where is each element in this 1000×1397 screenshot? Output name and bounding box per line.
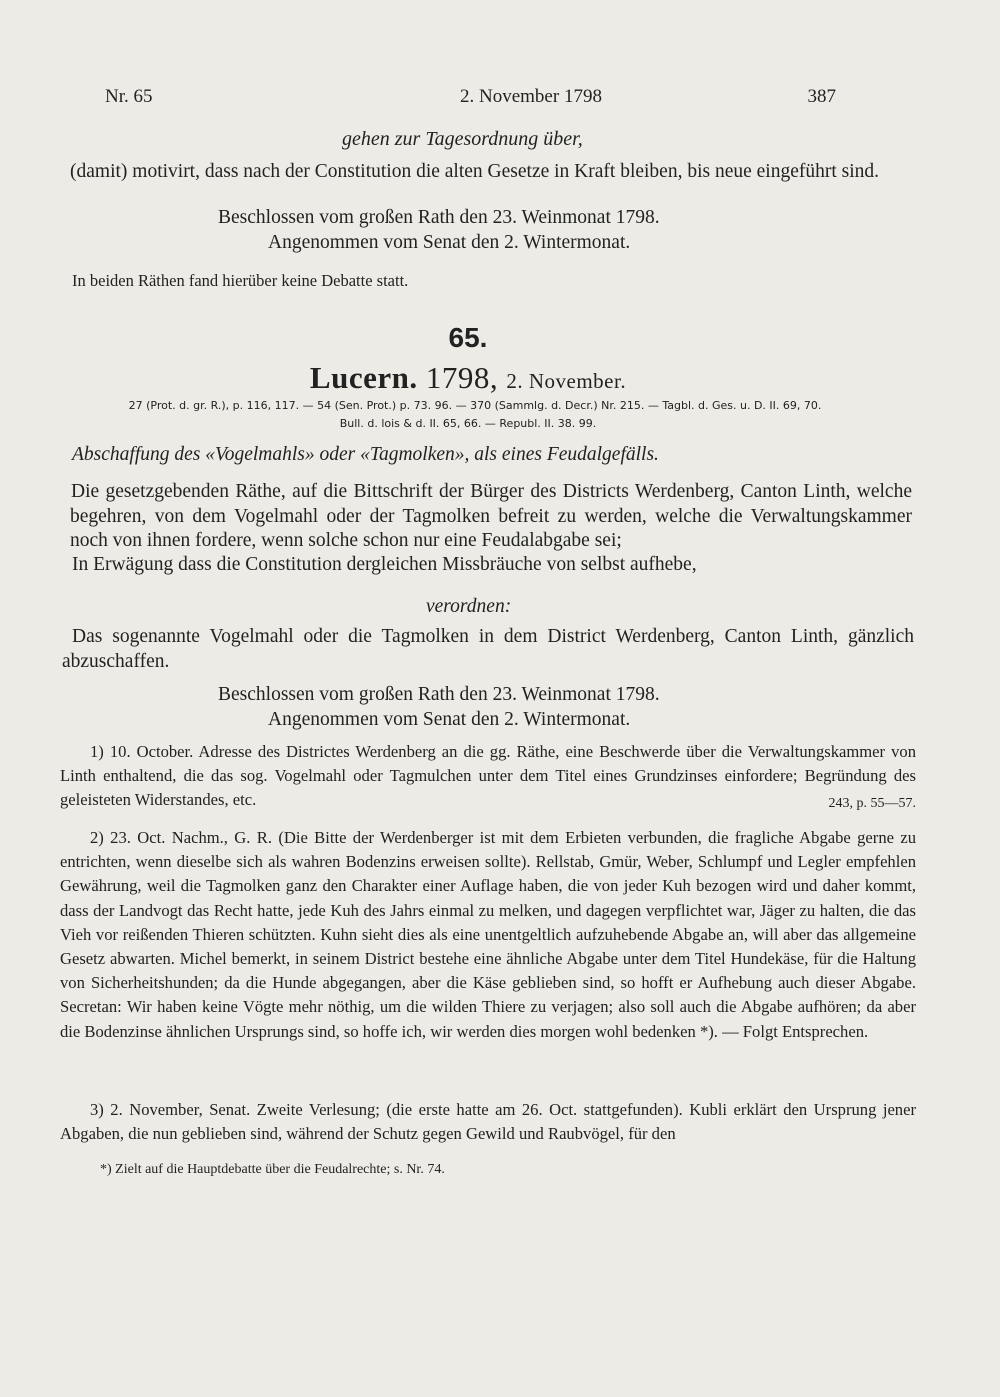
decided-line-top: Beschlossen vom großen Rath den 23. Weinmonat 1798. (218, 207, 660, 228)
note-2 (60, 826, 916, 1044)
section-subject: Abschaffung des «Vogelmahls» oder «Tagmolken», als eines Feudalgefälls. (72, 444, 659, 465)
section-title (0, 360, 936, 396)
no-debate-note: In beiden Räthen fand hierüber keine Debatte statt. (72, 271, 409, 290)
note-3-text: 3) 2. November, Senat. Zweite Verlesung; (die erste hatte am 26. Oct. stattgefunden). Kubli erklärt den Ursprung jener Abgaben, die nun geblieben sind, während der Schutz gegen Gewild und Raubvögel, für den (60, 1100, 916, 1144)
section-number: 65. (448, 322, 488, 353)
title-year: 1798, (425, 360, 499, 395)
page-header (70, 86, 920, 116)
title-place: Lucern. (309, 360, 418, 395)
accepted-line: Angenommen vom Senat den 2. Wintermonat. (268, 709, 631, 730)
decided-line: Beschlossen vom großen Rath den 23. Weinmonat 1798. (218, 684, 660, 705)
note-3 (60, 1098, 916, 1146)
accepted-line-top: Angenommen vom Senat den 2. Wintermonat. (268, 232, 631, 253)
header-number: Nr. 65 (105, 86, 153, 107)
references-line-2: Bull. d. lois & d. II. 65, 66. — Republ. II. 38. 99. (339, 417, 597, 430)
footnote: *) Zielt auf die Hauptdebatte über die Feudalrechte; s. Nr. 74. (100, 1162, 445, 1177)
note-1-ref: 243, p. 55—57. (828, 796, 916, 812)
note-1-text: 1) 10. October. Adresse des Districtes Werdenberg an die gg. Räthe, eine Beschwerde über die Verwaltungskammer von Linth enthaltend, die das sog. Vogelmahl oder Tagmulchen unter dem Titel eines Grundzinses einfordere; Begründung des geleisteten Widerstandes, etc. (60, 742, 916, 810)
page-number: 387 (807, 86, 836, 107)
note-2-text: 2) 23. Oct. Nachm., G. R. (Die Bitte der Werdenberger ist mit dem Erbieten verbunden, die fragliche Abgabe gerne zu entrichten, wenn dieselbe sich als wahren Bodenzins erweisen sollte). Rellstab, Gmür, Weber, Schlumpf und Legler empfehlen Gewährung, weil die Tagmolken ganz den Charakter einer Auflage haben, die von jeder Kuh bezogen wird und daher kommt, dass der Landvogt das Recht hatte, jede Kuh des Jahrs einmal zu melken, und dagegen verpflichtet war, Jäger zu halten, die das Vieh vor reißenden Thieren schützten. Kuhn sieht dies als eine unentgeltlich aufzuhebende Abgabe an, will aber das allgemeine Gesetz abwarten. Michel bemerkt, in seinem District bestehe eine ähnliche Abgabe unter dem Titel Hundekäse, für die Haltung von Sicherheitshunden; da die Hunde abgegangen, aber die Käse geblieben sind, so hofft er Aufhebung auch dieser Abgabe. Secretan: Wir haben keine Vögte mehr nöthig, um die wilden Thiere zu verjagen; also soll auch die Abgabe aufhören; da aber die Bodenzinse ähnlichen Ursprungs sind, so hoffe ich, wir werden dies morgen wohl bedenken *). — Folgt Entsprechen. (60, 828, 916, 1041)
body-paragraph-1: Die gesetzgebenden Räthe, auf die Bittschrift der Bürger des Districts Werdenberg, Canton Linth, welche begehren, von dem Vogelmahl oder der Tagmolken befreit zu werden, welche die Verwaltungskammer noch von ihnen fordere, wenn solche schon nur eine Feudalabgabe sei; (70, 481, 912, 552)
motivation-paragraph: (damit) motivirt, dass nach der Constitution die alten Gesetze in Kraft bleiben, bis neue eingeführt sind. (70, 161, 880, 182)
header-date: 2. November 1798 (460, 86, 602, 107)
verordnen-line: verordnen: (426, 596, 512, 617)
heading-line: gehen zur Tagesordnung über, (342, 128, 583, 150)
note-1 (60, 740, 916, 817)
references-line-1: 27 (Prot. d. gr. R.), p. 116, 117. — 54 (Sen. Prot.) p. 73. 96. — 370 (Sammlg. d. Decr.) Nr. 215. — Tagbl. d. Ges. u. D. II. 69, 70. (128, 399, 822, 412)
body-paragraph-2: In Erwägung dass die Constitution dergleichen Missbräuche von selbst aufhebe, (72, 554, 697, 575)
body-paragraph-3: Das sogenannte Vogelmahl oder die Tagmolken in dem District Werdenberg, Canton Linth, gänzlich abzuschaffen. (62, 626, 914, 672)
title-date: 2. November. (506, 369, 627, 393)
